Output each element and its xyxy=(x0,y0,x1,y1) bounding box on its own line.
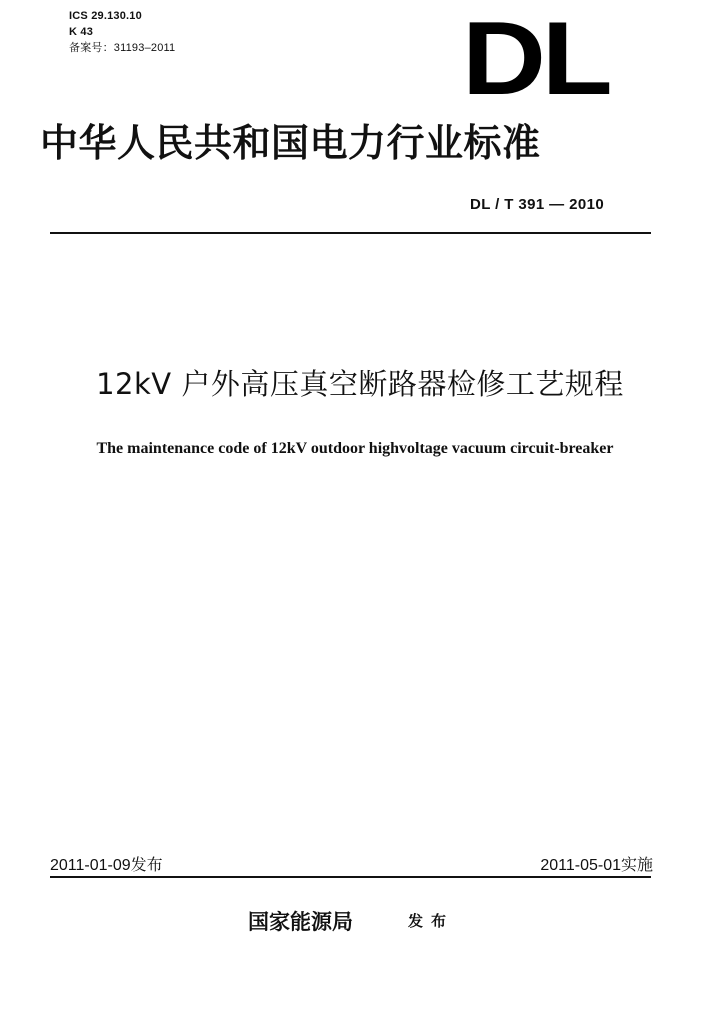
issue-date: 2011-01-09发布 xyxy=(50,857,163,874)
bottom-divider xyxy=(50,876,651,878)
document-title-cn: 12kV 户外高压真空断路器检修工艺规程 xyxy=(96,367,624,401)
standard-number: DL / T 391 — 2010 xyxy=(470,196,605,213)
document-title-en: The maintenance code of 12kV outdoor highvoltage vacuum circuit-breaker xyxy=(96,440,614,457)
industry-standard-title: 中华人民共和国电力行业标准 xyxy=(40,120,541,165)
effective-date: 2011-05-01实施 xyxy=(540,857,653,874)
publish-label: 发布 xyxy=(408,912,455,930)
dl-logo: DL xyxy=(461,0,609,117)
filing-number: 备案号：31193–2011 xyxy=(69,42,176,54)
ccs-code: K 43 xyxy=(69,26,94,38)
ics-code: ICS 29.130.10 xyxy=(69,10,142,22)
publisher-name: 国家能源局 xyxy=(248,909,353,934)
top-divider xyxy=(50,232,651,234)
